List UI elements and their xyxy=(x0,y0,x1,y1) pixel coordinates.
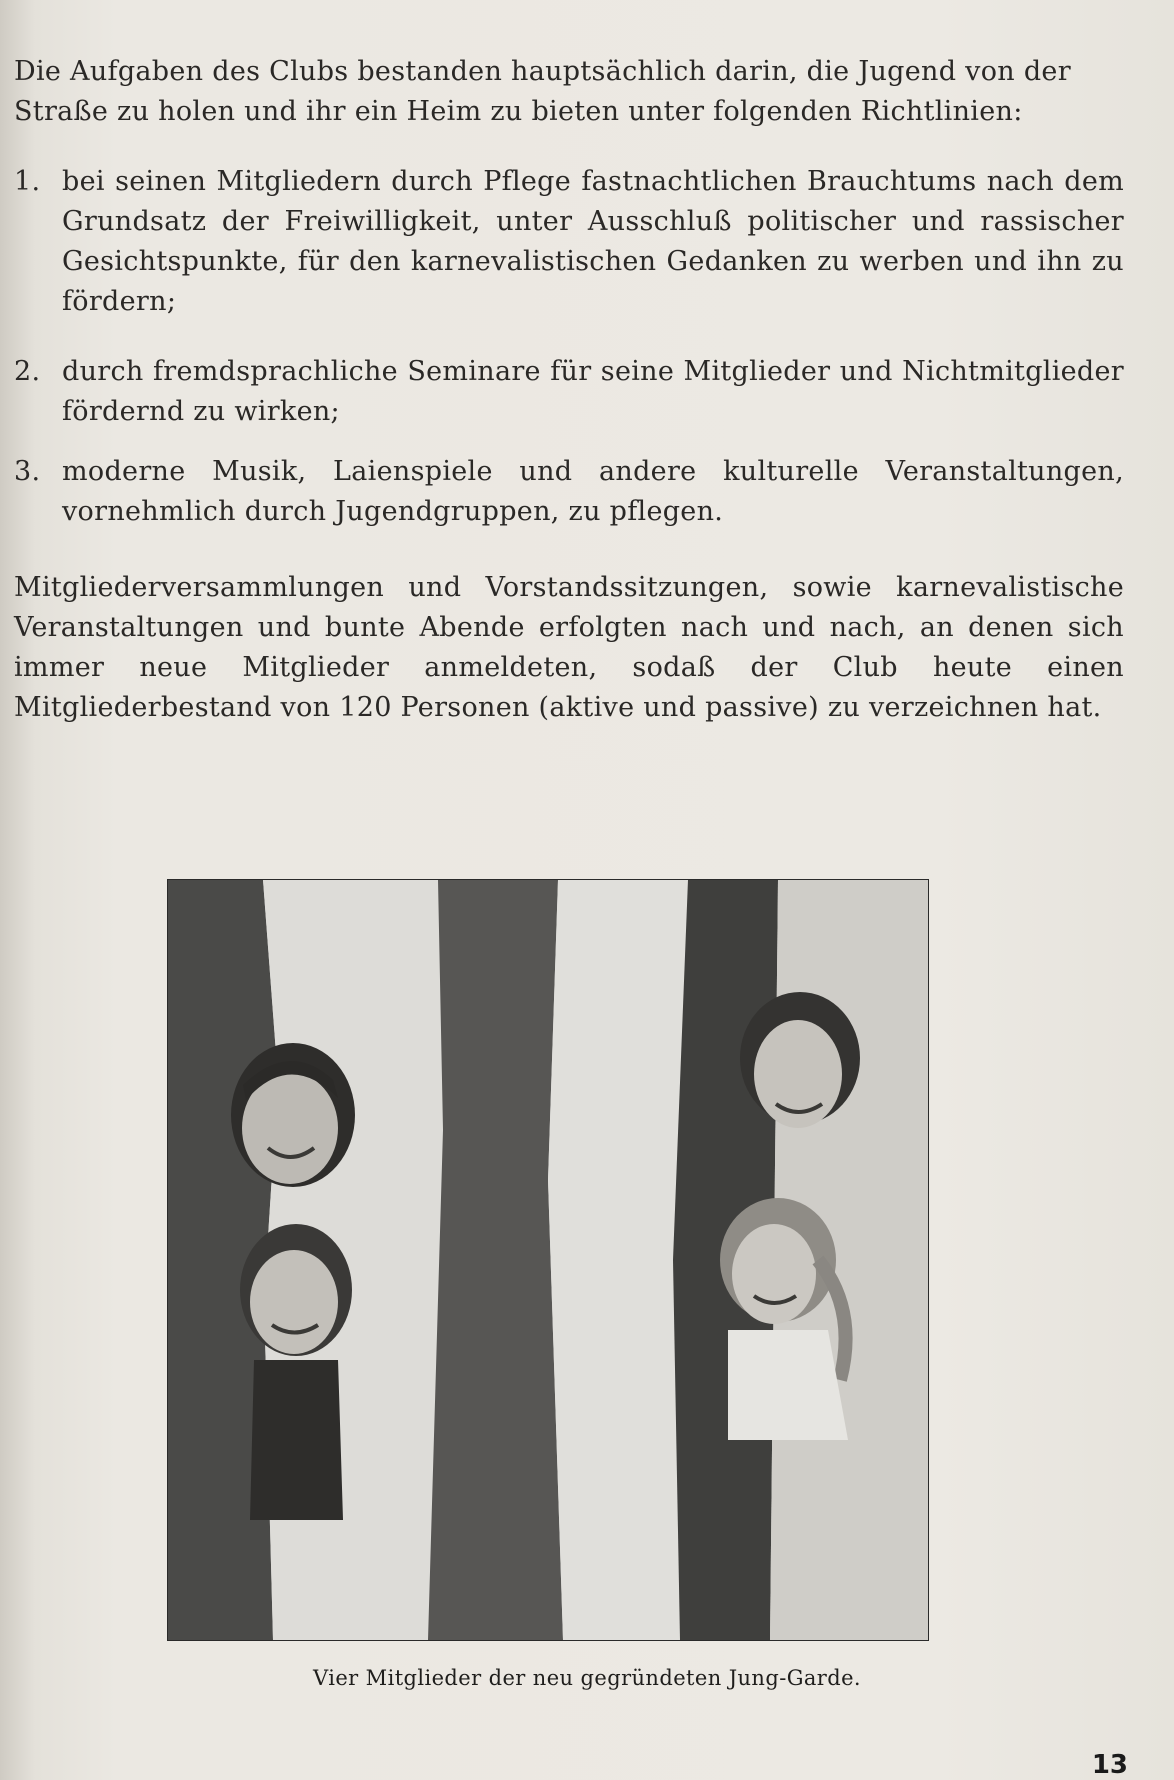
intro-paragraph: Die Aufgaben des Clubs bestanden hauptsächlich darin, die Jugend von der Straße zu holen und ihr ein Heim zu bieten unter folgenden Richtlinien: xyxy=(14,56,1071,127)
list-text: durch fremdsprachliche Seminare für seine Mitglieder und Nichtmitglieder fördernd zu wirken; xyxy=(62,356,1124,427)
list-number: 1. xyxy=(14,166,41,197)
closing-paragraph: Mitgliederversammlungen und Vorstandssitzungen, sowie karnevalistische Veranstaltungen und bunte Abende erfolgten nach und nach, an denen sich immer neue Mitglieder anmeldeten, sodaß der Club heute einen Mitgliederbestand von 120 Personen (aktive und passive) zu verzeichnen hat. xyxy=(14,572,1124,723)
list-text: moderne Musik, Laienspiele und andere kulturelle Veranstaltungen, vornehmlich durch Jugendgruppen, zu pflegen. xyxy=(62,456,1124,527)
page-number: 13 xyxy=(1091,1750,1128,1780)
photo-caption: Vier Mitglieder der neu gegründeten Jung-Garde. xyxy=(313,1666,861,1690)
photo xyxy=(168,880,928,1640)
list-number: 3. xyxy=(14,456,41,487)
list-text: bei seinen Mitgliedern durch Pflege fastnachtlichen Brauchtums nach dem Grundsatz der Freiwilligkeit, unter Ausschluß politischer und rassischer Gesichtspunkte, für den karnevalistischen Gedanken zu werben und ihn zu fördern; xyxy=(62,166,1124,317)
list-number: 2. xyxy=(14,356,41,387)
photo-icon xyxy=(168,880,928,1640)
